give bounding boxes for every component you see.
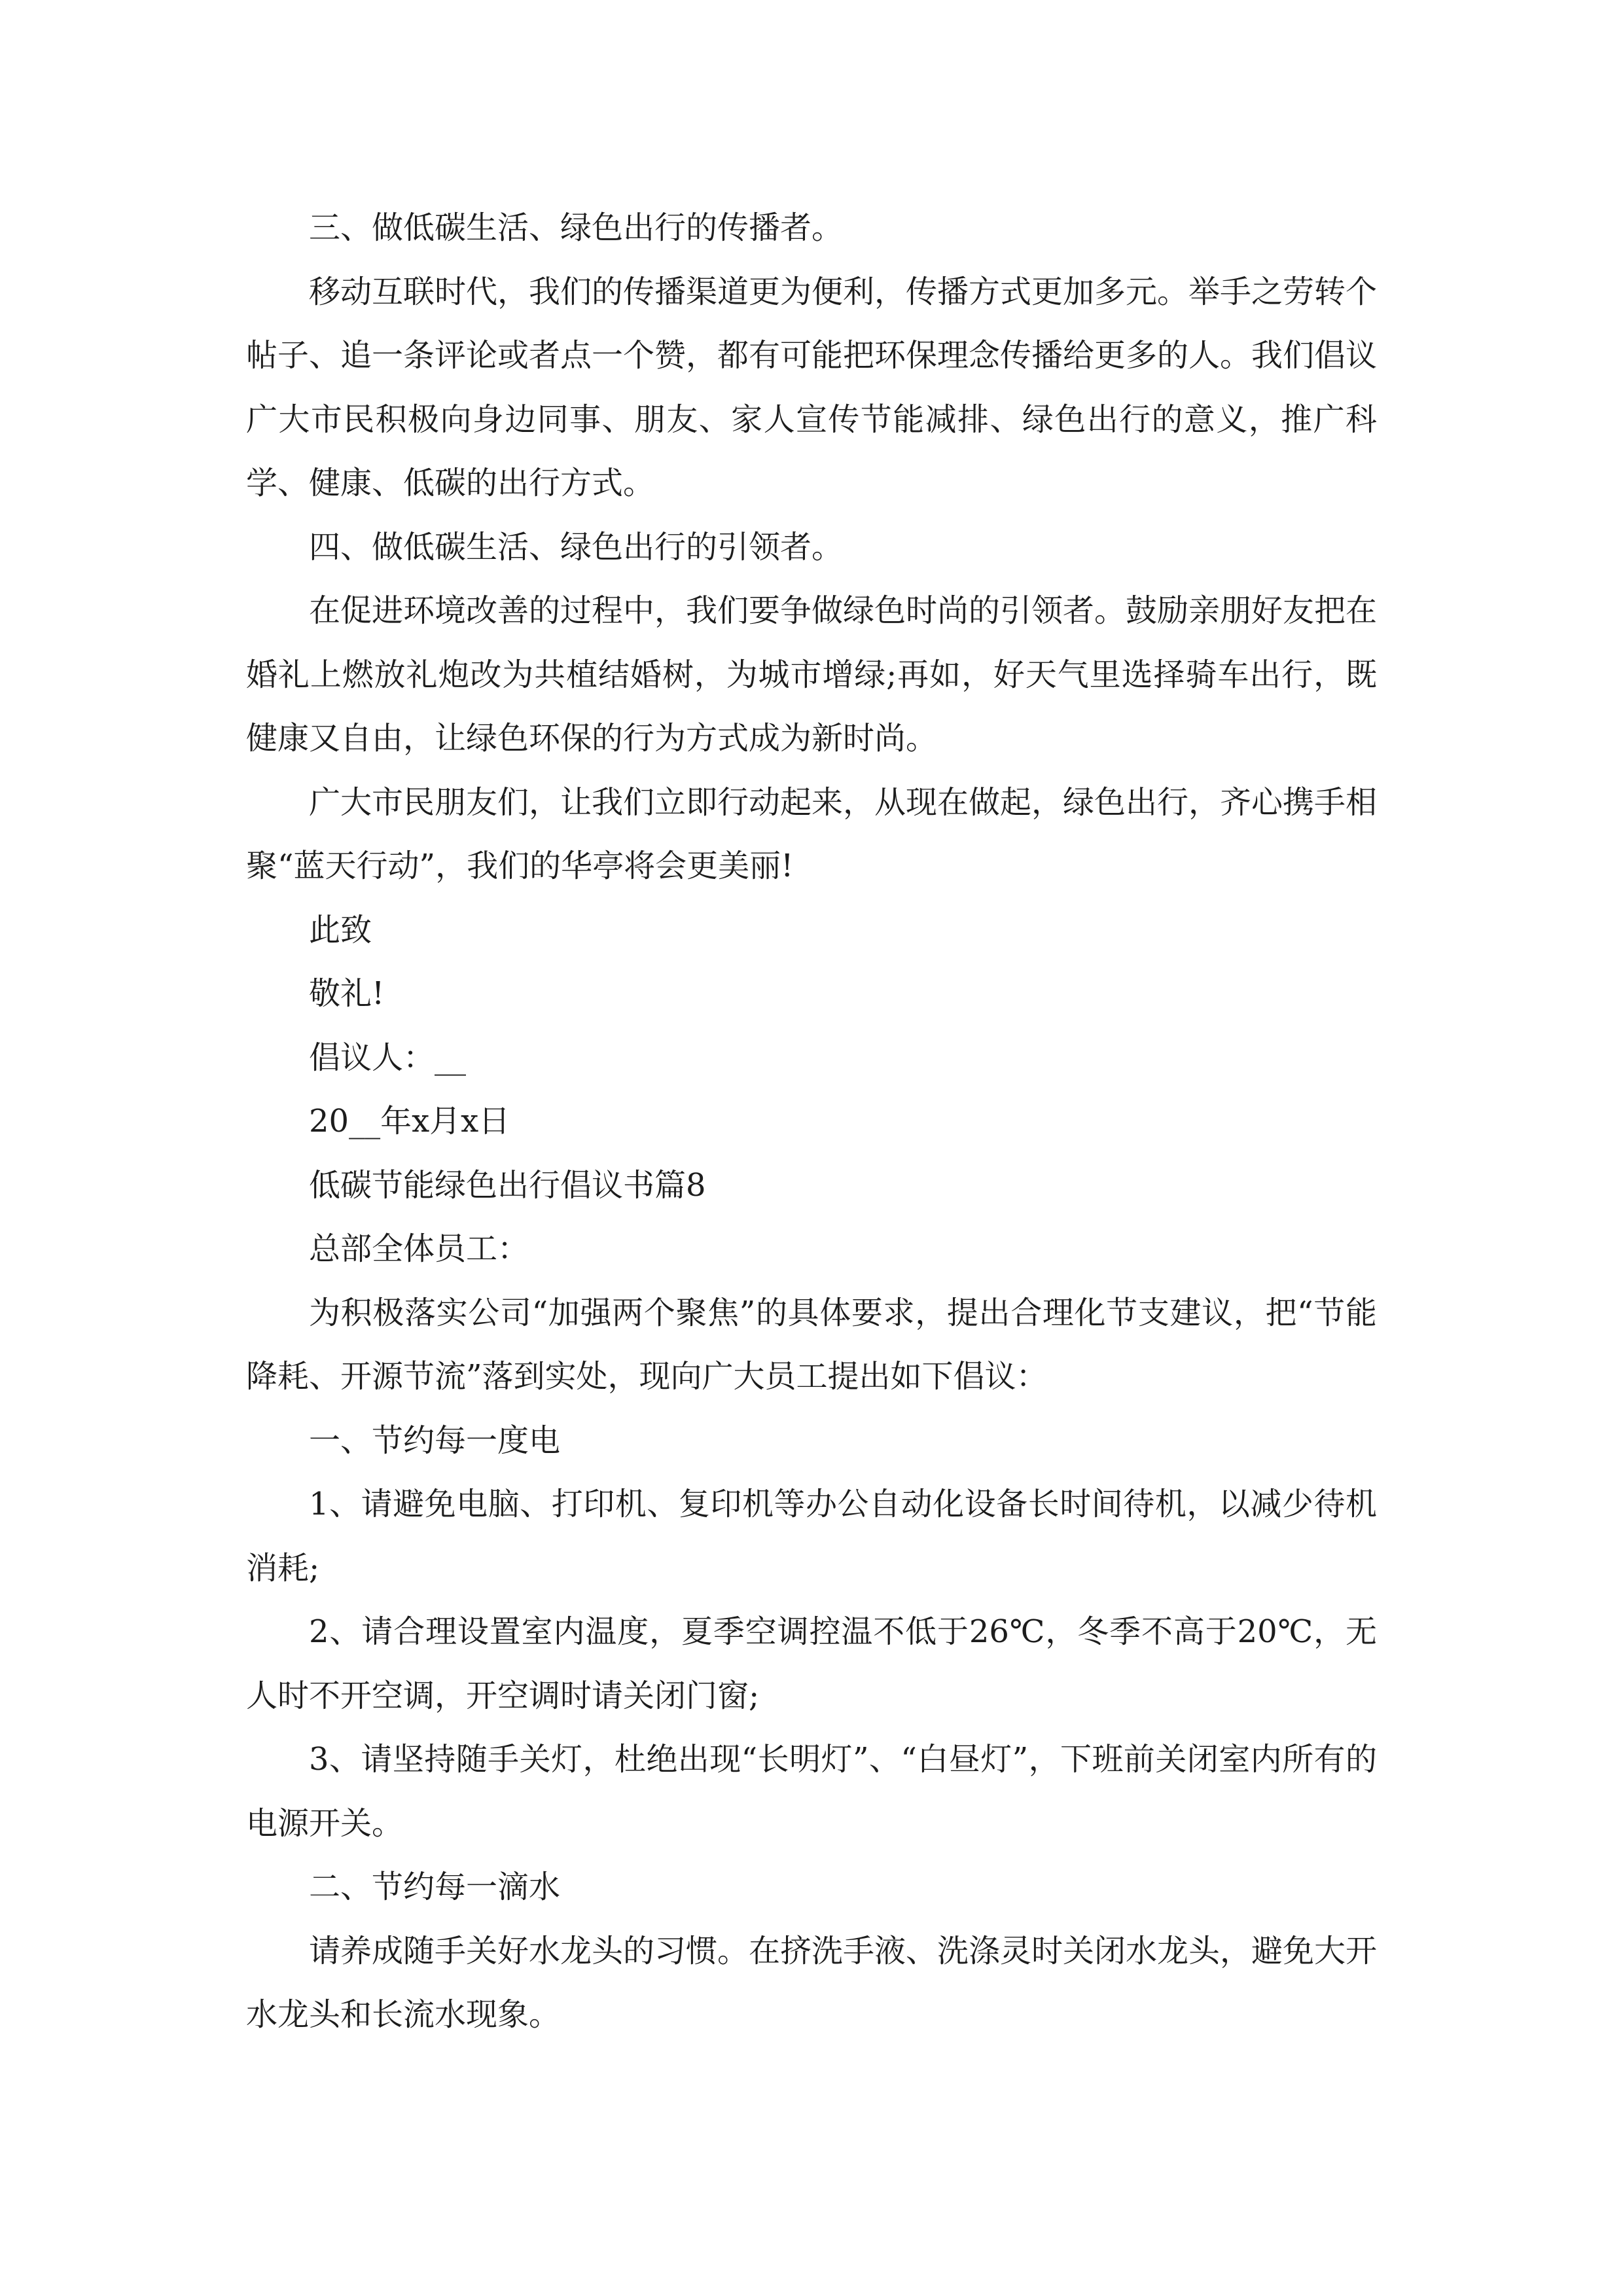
- date-line: 20__年x月x日: [309, 1103, 510, 1139]
- section-heading-water: 二、节约每一滴水: [309, 1869, 561, 1905]
- section-heading-4: 四、做低碳生活、绿色出行的引领者。: [309, 528, 844, 565]
- article-title: 低碳节能绿色出行倡议书篇8: [309, 1166, 706, 1204]
- section-heading-3: 三、做低碳生活、绿色出行的传播者。: [309, 209, 844, 246]
- body-paragraph: 请养成随手关好水龙头的习惯。在挤洗手液、洗涤灵时关闭水龙头，避免大开水龙头和长流水现象。: [246, 1932, 1378, 2033]
- document-body: [246, 196, 1377, 2047]
- closing-paragraph: 广大市民朋友们，让我们立即行动起来，从现在做起，绿色出行，齐心携手相聚“蓝天行动”，我们的华亭将会更美丽!: [246, 783, 1378, 884]
- body-paragraph: 在促进环境改善的过程中，我们要争做绿色时尚的引领者。鼓励亲朋好友把在婚礼上燃放礼炮改为共植结婚树，为城市增绿;再如，好天气里选择骑车出行，既健康又自由，让绿色环保的行为方式成为新时尚。: [246, 592, 1378, 757]
- salutation-regards: 敬礼!: [309, 975, 385, 1012]
- body-paragraph: 为积极落实公司“加强两个聚焦”的具体要求，提出合理化节支建议，把“节能降耗、开源节流”落到实处，现向广大员工提出如下倡议：: [246, 1294, 1377, 1395]
- body-paragraph: 移动互联时代，我们的传播渠道更为便利，传播方式更加多元。举手之劳转个帖子、追一条评论或者点一个赞，都有可能把环保理念传播给更多的人。我们倡议广大市民积极向身边同事、朋友、家人宣传节能减排、绿色出行的意义，推广科学、健康、低碳的出行方式。: [246, 273, 1378, 501]
- salutation: 此致: [309, 911, 372, 948]
- list-item: 1、请避免电脑、打印机、复印机等办公自动化设备长时间待机，以减少待机消耗;: [246, 1486, 1377, 1587]
- section-heading-electricity: 一、节约每一度电: [309, 1422, 561, 1459]
- addressee: 总部全体员工：: [309, 1230, 529, 1267]
- list-item: 2、请合理设置室内温度，夏季空调控温不低于26℃，冬季不高于20℃，无人时不开空调，开空调时请关闭门窗;: [246, 1613, 1377, 1714]
- list-item: 3、请坚持随手关灯，杜绝出现“长明灯”、“白昼灯”，下班前关闭室内所有的电源开关。: [246, 1741, 1377, 1842]
- initiator-line: 倡议人：__: [309, 1039, 467, 1076]
